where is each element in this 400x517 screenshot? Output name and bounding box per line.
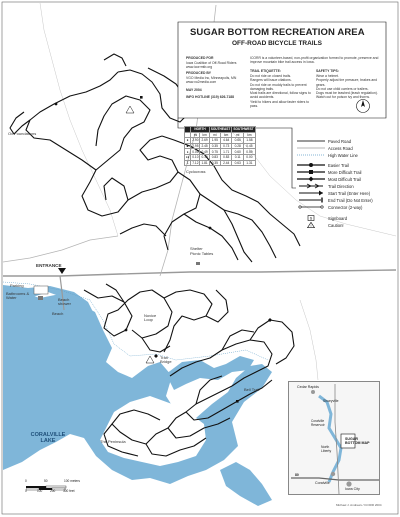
intro-text: ICORR is a volunteer-based, non-profit organization formed to promote, preserve and improve mountain bike trail access in Iowa. bbox=[250, 56, 379, 65]
etiquette-heading: TRAIL ETIQUETTE: bbox=[250, 69, 282, 73]
table-header-southwest: SOUTHWEST bbox=[233, 127, 254, 132]
etiquette-item: Rangers will issue citations. bbox=[250, 78, 292, 83]
table-row: Σ 7.12 1.81 0.35 2.44 0.63 1.31 bbox=[185, 160, 256, 166]
more-difficult-marker bbox=[236, 400, 239, 403]
inset-label-coralville: Coralville bbox=[315, 481, 330, 485]
legend-item-easier-trail: Easier Trail bbox=[296, 162, 349, 168]
more-difficult-marker bbox=[140, 96, 143, 99]
label-beach-shower: Beach shower bbox=[58, 297, 71, 306]
legend-item-caution: ! Caution! bbox=[296, 222, 344, 228]
legend-item-start-trail: Start Trail (Enter Here) bbox=[296, 190, 370, 196]
scale-label: 0 bbox=[25, 479, 27, 483]
map-credit: Michael J. Andrews / ICORR 2004 bbox=[336, 503, 382, 507]
inset-label-cedar-rapids: Cedar Rapids bbox=[297, 385, 319, 389]
safety-item: Dogs must be leashed (leash regulation). bbox=[316, 91, 378, 95]
label-novice-loop: Novice Loop bbox=[144, 313, 157, 322]
producer-name: VGO Media Inc, Minneapolis, MN bbox=[186, 76, 237, 80]
label-shelter: Shelter bbox=[190, 246, 203, 251]
map-title: SUGAR BOTTOM RECREATION AREA bbox=[190, 27, 365, 38]
more-difficult-square-icon bbox=[309, 170, 313, 174]
legend-item-most-difficult-trail: Most Difficult Trail bbox=[296, 176, 361, 182]
inset-iowa-city-dot bbox=[346, 481, 351, 486]
label-bathrooms: Bathrooms & Water bbox=[6, 291, 30, 300]
legend-item-connector: Connector (2-way) bbox=[296, 204, 362, 210]
safety-list bbox=[316, 74, 380, 100]
legend-item-more-difficult-trail: More Difficult Trail bbox=[296, 169, 361, 175]
etiquette-list bbox=[250, 74, 312, 108]
inset-interstate bbox=[291, 478, 379, 480]
start-trail-arrow-icon bbox=[319, 191, 323, 196]
connector-dots-icon bbox=[321, 206, 323, 208]
inset-label-iowa-city: Iowa City bbox=[345, 487, 360, 491]
easier-trail-marker bbox=[55, 103, 58, 106]
shelter-building bbox=[196, 262, 200, 265]
info-hotline: INFO HOTLINE (319) 626-7188 bbox=[186, 95, 235, 99]
map-date: MAY 2004 bbox=[186, 88, 202, 92]
label-bell-trail: Bell Trail bbox=[244, 387, 260, 392]
svg-text:S: S bbox=[309, 215, 313, 221]
etiquette-item: Do not ride on muddy trails to prevent damaging trails. bbox=[250, 82, 307, 91]
inset-label-north-liberty: North Liberty bbox=[321, 445, 332, 453]
legend-item-signboard: S Signboard bbox=[309, 215, 348, 221]
north-arrow-icon bbox=[355, 98, 371, 114]
scale-bar bbox=[26, 481, 106, 499]
easier-trail-marker bbox=[125, 329, 128, 332]
table-row: ♦ 0.05 0.49 0.75 1.71 0.60 0.59 bbox=[185, 149, 256, 155]
inset-label-shueyville: Shueyville bbox=[323, 399, 339, 403]
label-cyclocross: Cyclocross bbox=[186, 169, 206, 174]
label-ox-foundations: Ox Foundations bbox=[8, 131, 37, 136]
inset-coralville-dot bbox=[331, 472, 335, 476]
produced-by-heading: PRODUCED BY bbox=[186, 71, 212, 75]
label-beach: Beach bbox=[52, 311, 64, 316]
label-the-peninsula: The Peninsula bbox=[100, 439, 126, 444]
legend-item-access-road: Access Road bbox=[328, 145, 353, 151]
trail-length-table: NORTH SOUTHEAST SOUTHWEST mi km mi km mi km ● 2.90 2.69 1.95 4.64 0.60 1.58 ■ 2.95 2.45 0.35 0.73 0.28 0.45 ♦ 0.05 0.49 0.75 1.71 0.60 0.59 ♦♦ 0.10 0.19 0.83 0.83 0.11 0.00 Σ 7.12 1.81 0.35 2.44 0.63 1.31 bbox=[186, 127, 254, 165]
etiquette-item: Do not ride on closed trails. bbox=[250, 74, 292, 78]
scale-label: 0 bbox=[25, 489, 27, 493]
label-entrance: ENTRANCE bbox=[36, 263, 62, 268]
scale-label: 100 meters bbox=[64, 479, 80, 483]
safety-item: Wear a helmet. bbox=[316, 74, 339, 78]
label-picnic-tables: Picnic Tables bbox=[190, 251, 214, 256]
scale-label: 50 bbox=[44, 479, 48, 483]
most-difficult-diamond-icon bbox=[309, 177, 314, 182]
etiquette-item: Yield to hikers and allow faster riders to pass. bbox=[250, 99, 310, 108]
scale-label: 200 bbox=[50, 489, 56, 493]
legend-item-trail-direction: Trail Direction bbox=[296, 183, 354, 189]
table-row: ● 2.90 2.69 1.95 4.64 0.60 1.58 bbox=[185, 138, 256, 144]
etiquette-item: Most trails are directional, follow signs to avoid accidents. bbox=[250, 91, 311, 100]
bathroom-building bbox=[38, 296, 43, 300]
produced-for-org: Iowa Coalition of Off-Road Riders bbox=[186, 61, 237, 65]
safety-heading: SAFETY TIPS: bbox=[316, 69, 339, 73]
inset-label-sugar-bottom-map: SUGAR BOTTOM MAP bbox=[345, 437, 370, 445]
easier-trail-circle-icon bbox=[309, 163, 313, 167]
produced-for-heading: PRODUCED FOR bbox=[186, 56, 214, 60]
table-row: ♦♦ 0.10 0.19 0.83 0.83 0.11 0.00 bbox=[185, 154, 256, 160]
scale-label: 100 bbox=[37, 489, 43, 493]
label-coralville-lake: CORALVILLE LAKE bbox=[30, 432, 66, 445]
produced-for-url: www.icorrmtb.org bbox=[186, 65, 213, 69]
map-subtitle: OFF-ROAD BICYCLE TRAILS bbox=[232, 40, 322, 47]
safety-item: Do not use child carriers or trailers. bbox=[316, 86, 369, 91]
inset-label-coralville-reservoir: Coralville Reservoir bbox=[311, 419, 325, 427]
inset-label-interstate: 80 bbox=[295, 473, 299, 477]
parking-lot bbox=[34, 286, 48, 294]
label-trail-bridge: Trail Bridge bbox=[160, 355, 172, 364]
easier-trail-marker bbox=[209, 227, 212, 230]
inset-cedar-rapids-dot bbox=[311, 390, 315, 394]
legend-item-paved-road: Paved Road bbox=[328, 138, 352, 144]
legend-item-end-trail: End Trail (Do Not Enter) bbox=[328, 197, 373, 203]
table-row: ■ 2.95 2.45 0.35 0.73 0.28 0.45 bbox=[185, 143, 256, 149]
table-header-southeast: SOUTHEAST bbox=[210, 127, 231, 132]
legend-item-high-water-line: High Water Line bbox=[328, 152, 358, 158]
locator-inset-map bbox=[288, 381, 380, 495]
safety-item: Watch out for poison ivy and thorns. bbox=[316, 95, 370, 100]
safety-item: Properly adjust tire pressure, brakes and gears. bbox=[316, 78, 378, 87]
scale-label: 300 feet bbox=[63, 489, 75, 493]
svg-text:!: ! bbox=[310, 224, 312, 228]
producer-url: www.vo2media.com bbox=[186, 80, 217, 84]
label-parking: Parking bbox=[10, 283, 24, 288]
table-header-north: NORTH bbox=[191, 127, 209, 133]
